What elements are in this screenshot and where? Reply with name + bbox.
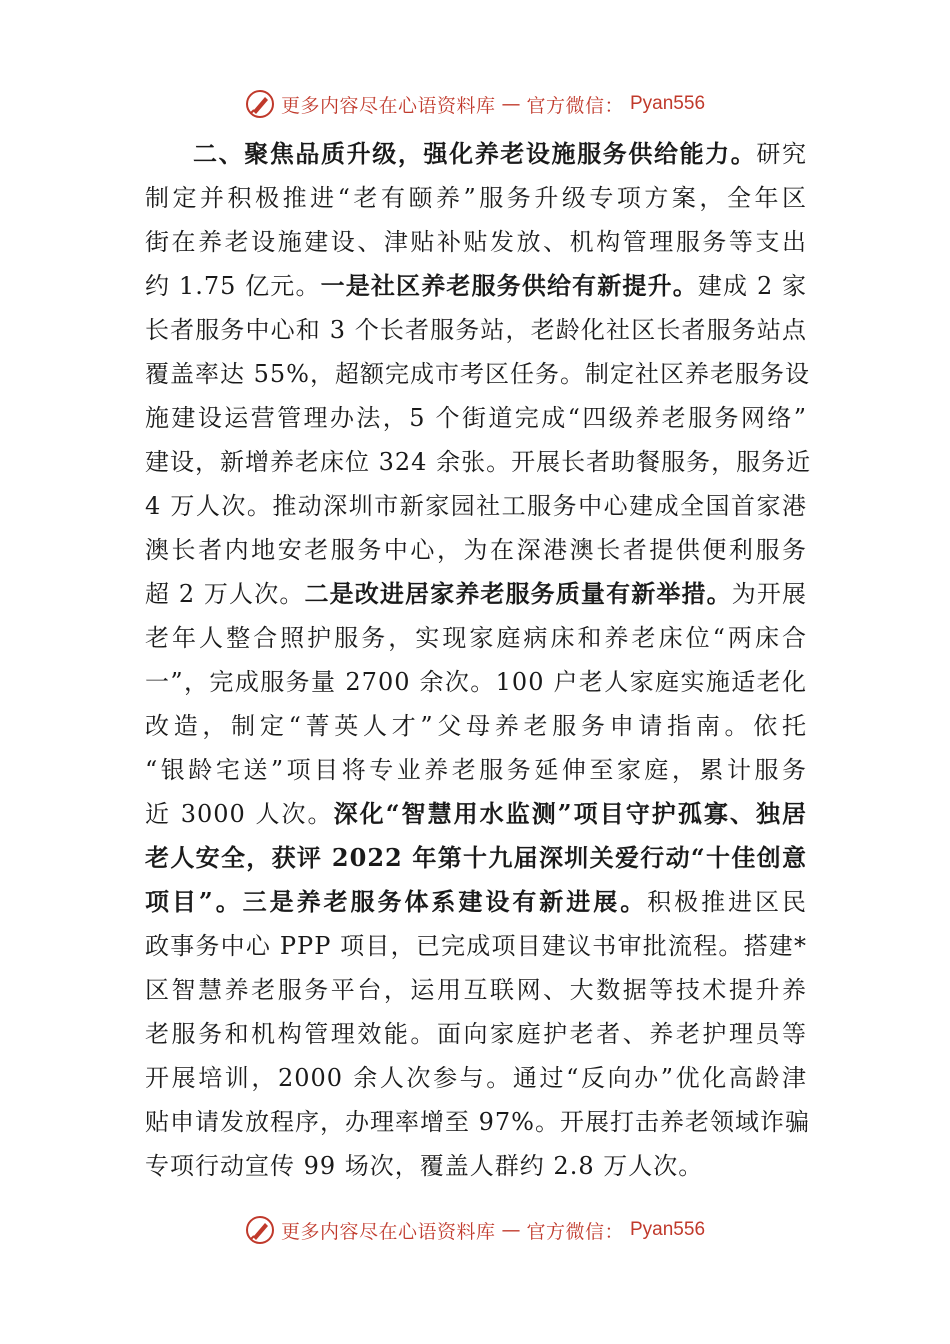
text-segment: 二是改进居家养老服务质量有新举措。 [304, 579, 732, 608]
text-line [145, 968, 807, 1012]
text-segment: 政事务中心 PPP 项目，已完成项目建议书审批流程。搭建* [145, 932, 807, 960]
watermark-header [0, 84, 950, 124]
text-segment: 制定并积极推进“老有颐养”服务升级专项方案，全年区 [145, 184, 807, 212]
pen-logo-icon [245, 1215, 275, 1245]
text-line [145, 748, 807, 792]
text-line [145, 1144, 807, 1188]
text-segment: 澳长者内地安老服务中心，为在深港澳长者提供便利服务 [145, 536, 807, 564]
text-segment: 超 2 万人次。 [145, 580, 305, 608]
text-line [145, 924, 807, 968]
text-segment: 专项行动宣传 99 场次，覆盖人群约 2.8 万人次。 [145, 1152, 704, 1180]
text-segment: 积极推进区民 [647, 888, 808, 916]
text-line [145, 220, 807, 264]
text-line [145, 308, 807, 352]
text-line [145, 704, 807, 748]
watermark-main-text: 更多内容尽在心语资料库 [280, 94, 496, 117]
text-line [145, 264, 807, 308]
text-line [145, 132, 807, 176]
text-segment: 覆盖率达 55%，超额完成市考区任务。制定社区养老服务设 [145, 360, 810, 388]
text-segment: 长者服务中心和 3 个长者服务站，老龄化社区长者服务站点 [145, 316, 807, 344]
text-segment: 贴申请发放程序，办理率增至 97%。开展打击养老领域诈骗 [145, 1108, 810, 1136]
text-line [145, 440, 812, 484]
text-line [145, 616, 807, 660]
text-segment: 研究 [756, 140, 807, 168]
watermark-separator: — [501, 1219, 521, 1241]
text-line [145, 396, 807, 440]
watermark-footer [0, 1210, 950, 1250]
text-segment: 施建设运营管理办法，5 个街道完成“四级养老服务网络” [145, 404, 807, 432]
document-body [145, 132, 812, 1188]
watermark-wechat-id: Pyan556 [630, 93, 706, 114]
text-line [145, 792, 807, 836]
text-line [145, 352, 810, 396]
text-segment: 建成 2 家 [697, 272, 808, 300]
watermark-main-text: 更多内容尽在心语资料库 [280, 1220, 496, 1243]
text-segment: 约 1.75 亿元。 [145, 272, 321, 300]
text-segment: “银龄宅送”项目将专业养老服务延伸至家庭，累计服务 [145, 756, 807, 784]
text-line [145, 880, 807, 924]
text-segment: 为开展 [731, 580, 808, 608]
text-segment: 区智慧养老服务平台，运用互联网、大数据等技术提升养 [145, 976, 807, 1004]
text-line [145, 836, 807, 880]
text-segment: 一”，完成服务量 2700 余次。100 户老人家庭实施适老化 [145, 668, 807, 696]
text-segment: 二、聚焦品质升级，强化养老设施服务供给能力。 [193, 139, 757, 168]
text-segment: 改造，制定“菁英人才”父母养老服务申请指南。依托 [145, 712, 807, 740]
text-segment: 街在养老设施建设、津贴补贴发放、机构管理服务等支出 [145, 228, 807, 256]
text-line [145, 1056, 807, 1100]
watermark-separator: — [501, 93, 521, 115]
text-segment: 老年人整合照护服务，实现家庭病床和养老床位“两床合 [145, 624, 807, 652]
text-line [145, 1012, 807, 1056]
watermark-official-label: 官方微信： [526, 94, 624, 117]
text-segment: 老服务和机构管理效能。面向家庭护老者、养老护理员等 [145, 1020, 807, 1048]
text-segment: 一是社区养老服务供给有新提升。 [320, 271, 698, 300]
watermark-official-label: 官方微信： [526, 1220, 624, 1243]
text-line [145, 660, 807, 704]
text-line [145, 528, 807, 572]
text-line [145, 1100, 810, 1144]
text-segment: 深化“智慧用水监测”项目守护孤寡、独居 [333, 799, 808, 828]
text-segment: 开展培训，2000 余人次参与。通过“反向办”优化高龄津 [145, 1064, 807, 1092]
pen-logo-icon [245, 89, 275, 119]
text-line [145, 572, 807, 616]
text-line [145, 484, 807, 528]
text-segment: 建设，新增养老床位 324 余张。开展长者助餐服务，服务近 [145, 448, 812, 476]
text-segment: 老人安全，获评 2022 年第十九届深圳关爱行动“十佳创意 [145, 843, 807, 872]
text-line [145, 176, 807, 220]
text-segment: 4 万人次。推动深圳市新家园社工服务中心建成全国首家港 [145, 492, 807, 520]
text-segment: 近 3000 人次。 [145, 800, 334, 828]
watermark-wechat-id: Pyan556 [630, 1219, 706, 1240]
text-segment: 项目”。三是养老服务体系建设有新进展。 [145, 887, 648, 916]
